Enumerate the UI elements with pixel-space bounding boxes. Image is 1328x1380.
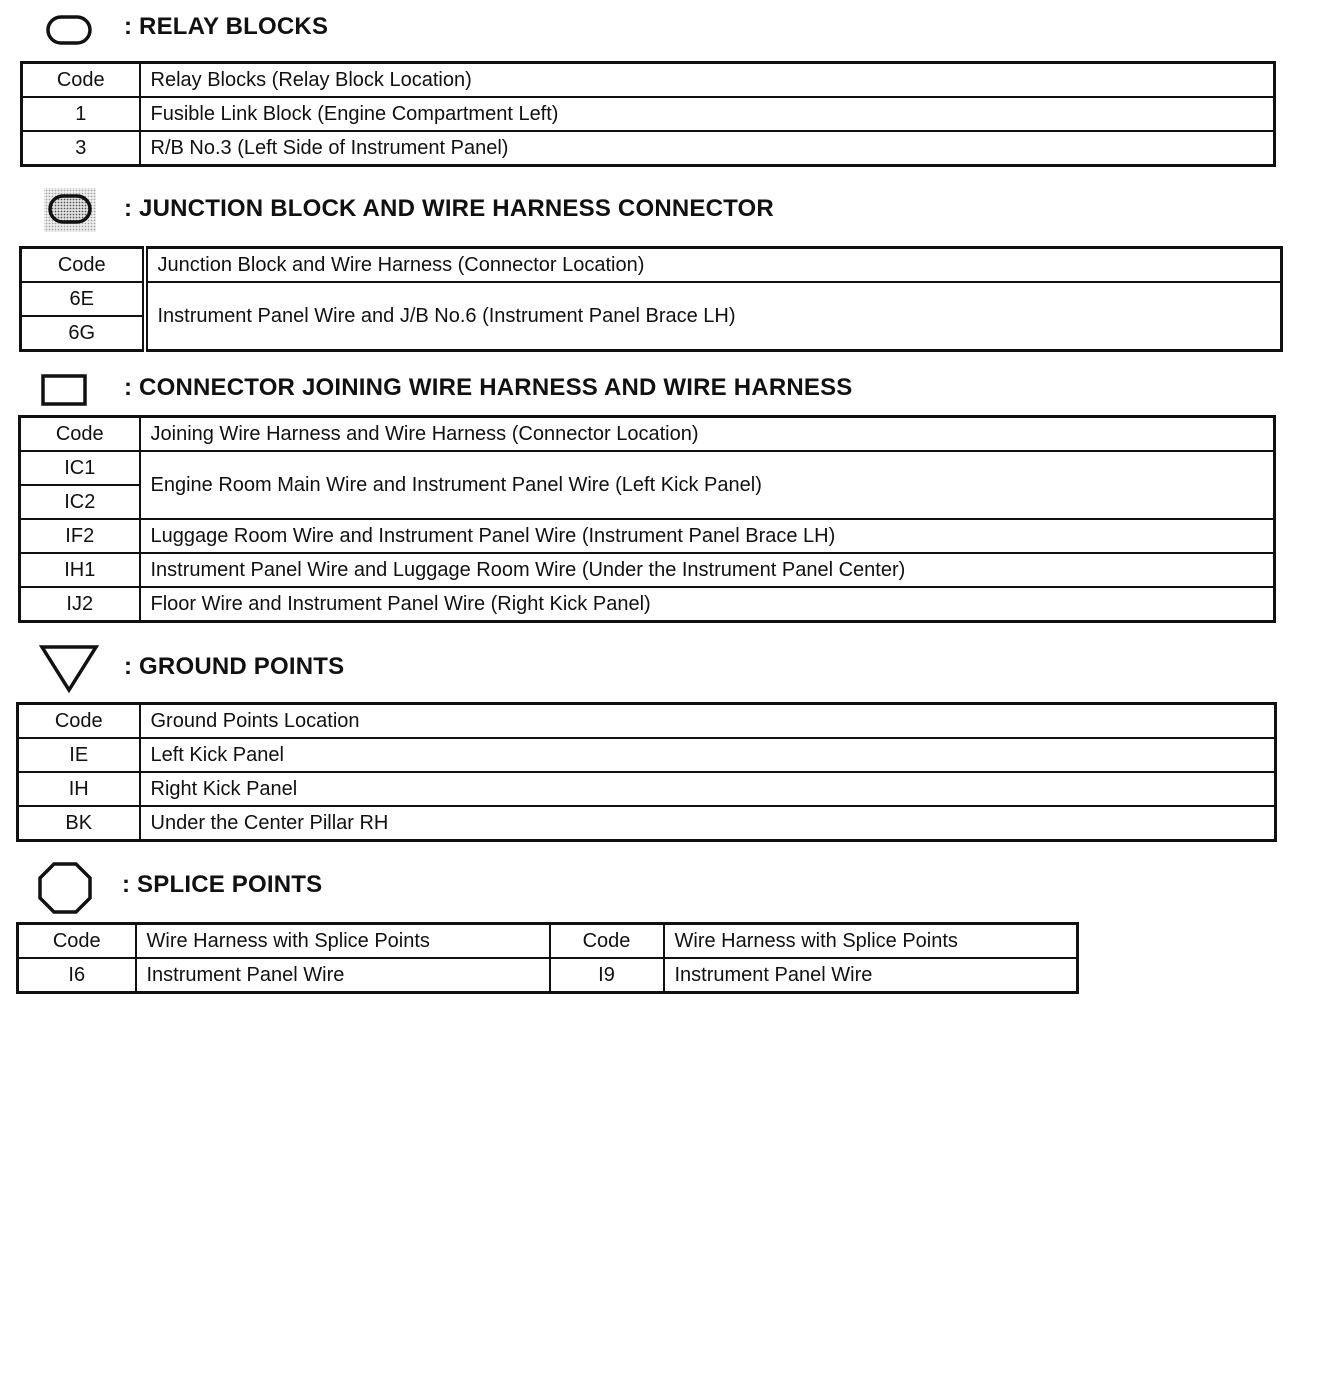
header-description: Junction Block and Wire Harness (Connector Location) [145,248,1282,283]
junction-block-heading: : JUNCTION BLOCK AND WIRE HARNESS CONNECTOR [124,195,774,222]
table-header-row [20,417,1275,452]
row-code: IJ2 [20,587,140,622]
header-description: Relay Blocks (Relay Block Location) [140,63,1275,98]
header-code: Code [550,924,664,959]
rounded-rectangle-icon [44,12,94,48]
downward-triangle-icon [38,642,100,694]
table-header-row [22,63,1275,98]
row-description: Under the Center Pillar RH [140,806,1276,841]
row-code: I9 [550,958,664,993]
header-description: Ground Points Location [140,704,1276,739]
header-description: Wire Harness with Splice Points [136,924,550,959]
row-description: Right Kick Panel [140,772,1276,806]
shaded-rounded-rectangle-icon [42,186,98,234]
header-description: Joining Wire Harness and Wire Harness (Connector Location) [140,417,1275,452]
header-code: Code [22,63,140,98]
connector-heading: : CONNECTOR JOINING WIRE HARNESS AND WIRE HARNESS [124,374,853,401]
rectangle-icon [40,372,90,408]
ground-points-table [16,702,1277,842]
row-code: IF2 [20,519,140,553]
table-row [20,519,1275,553]
connector-table [18,415,1276,623]
row-code: BK [18,806,140,841]
table-row [20,451,1275,485]
row-code: 3 [22,131,140,166]
table-row [20,553,1275,587]
table-row [22,97,1275,131]
relay-blocks-table [20,61,1276,167]
table-row [21,282,1282,316]
table-row [18,738,1276,772]
table-header-row [18,704,1276,739]
splice-points-heading: : SPLICE POINTS [122,871,323,898]
table-header-row [21,248,1282,283]
row-code: I6 [18,958,136,993]
row-code: IH1 [20,553,140,587]
row-description: Instrument Panel Wire [136,958,550,993]
row-code: IC2 [20,485,140,519]
splice-points-table [16,922,1079,994]
row-code: 1 [22,97,140,131]
table-row [20,587,1275,622]
row-description: Left Kick Panel [140,738,1276,772]
row-description: Fusible Link Block (Engine Compartment Left) [140,97,1275,131]
row-code: IE [18,738,140,772]
header-code: Code [18,704,140,739]
table-row [18,772,1276,806]
header-code: Code [20,417,140,452]
row-description: R/B No.3 (Left Side of Instrument Panel) [140,131,1275,166]
row-code: IH [18,772,140,806]
relay-blocks-heading: : RELAY BLOCKS [124,13,329,40]
row-description: Floor Wire and Instrument Panel Wire (Right Kick Panel) [140,587,1275,622]
header-code: Code [18,924,136,959]
row-description: Instrument Panel Wire and J/B No.6 (Instrument Panel Brace LH) [145,282,1282,351]
table-row [18,806,1276,841]
table-row [18,958,1078,993]
junction-block-table [19,246,1283,352]
octagon-icon [36,860,94,916]
row-code: 6G [21,316,145,351]
row-code: IC1 [20,451,140,485]
header-code: Code [21,248,145,283]
row-description: Instrument Panel Wire [664,958,1078,993]
row-description: Engine Room Main Wire and Instrument Panel Wire (Left Kick Panel) [140,451,1275,519]
header-description: Wire Harness with Splice Points [664,924,1078,959]
row-code: 6E [21,282,145,316]
row-description: Instrument Panel Wire and Luggage Room Wire (Under the Instrument Panel Center) [140,553,1275,587]
row-description: Luggage Room Wire and Instrument Panel Wire (Instrument Panel Brace LH) [140,519,1275,553]
table-header-row [18,924,1078,959]
ground-points-heading: : GROUND POINTS [124,653,345,680]
table-row [22,131,1275,166]
